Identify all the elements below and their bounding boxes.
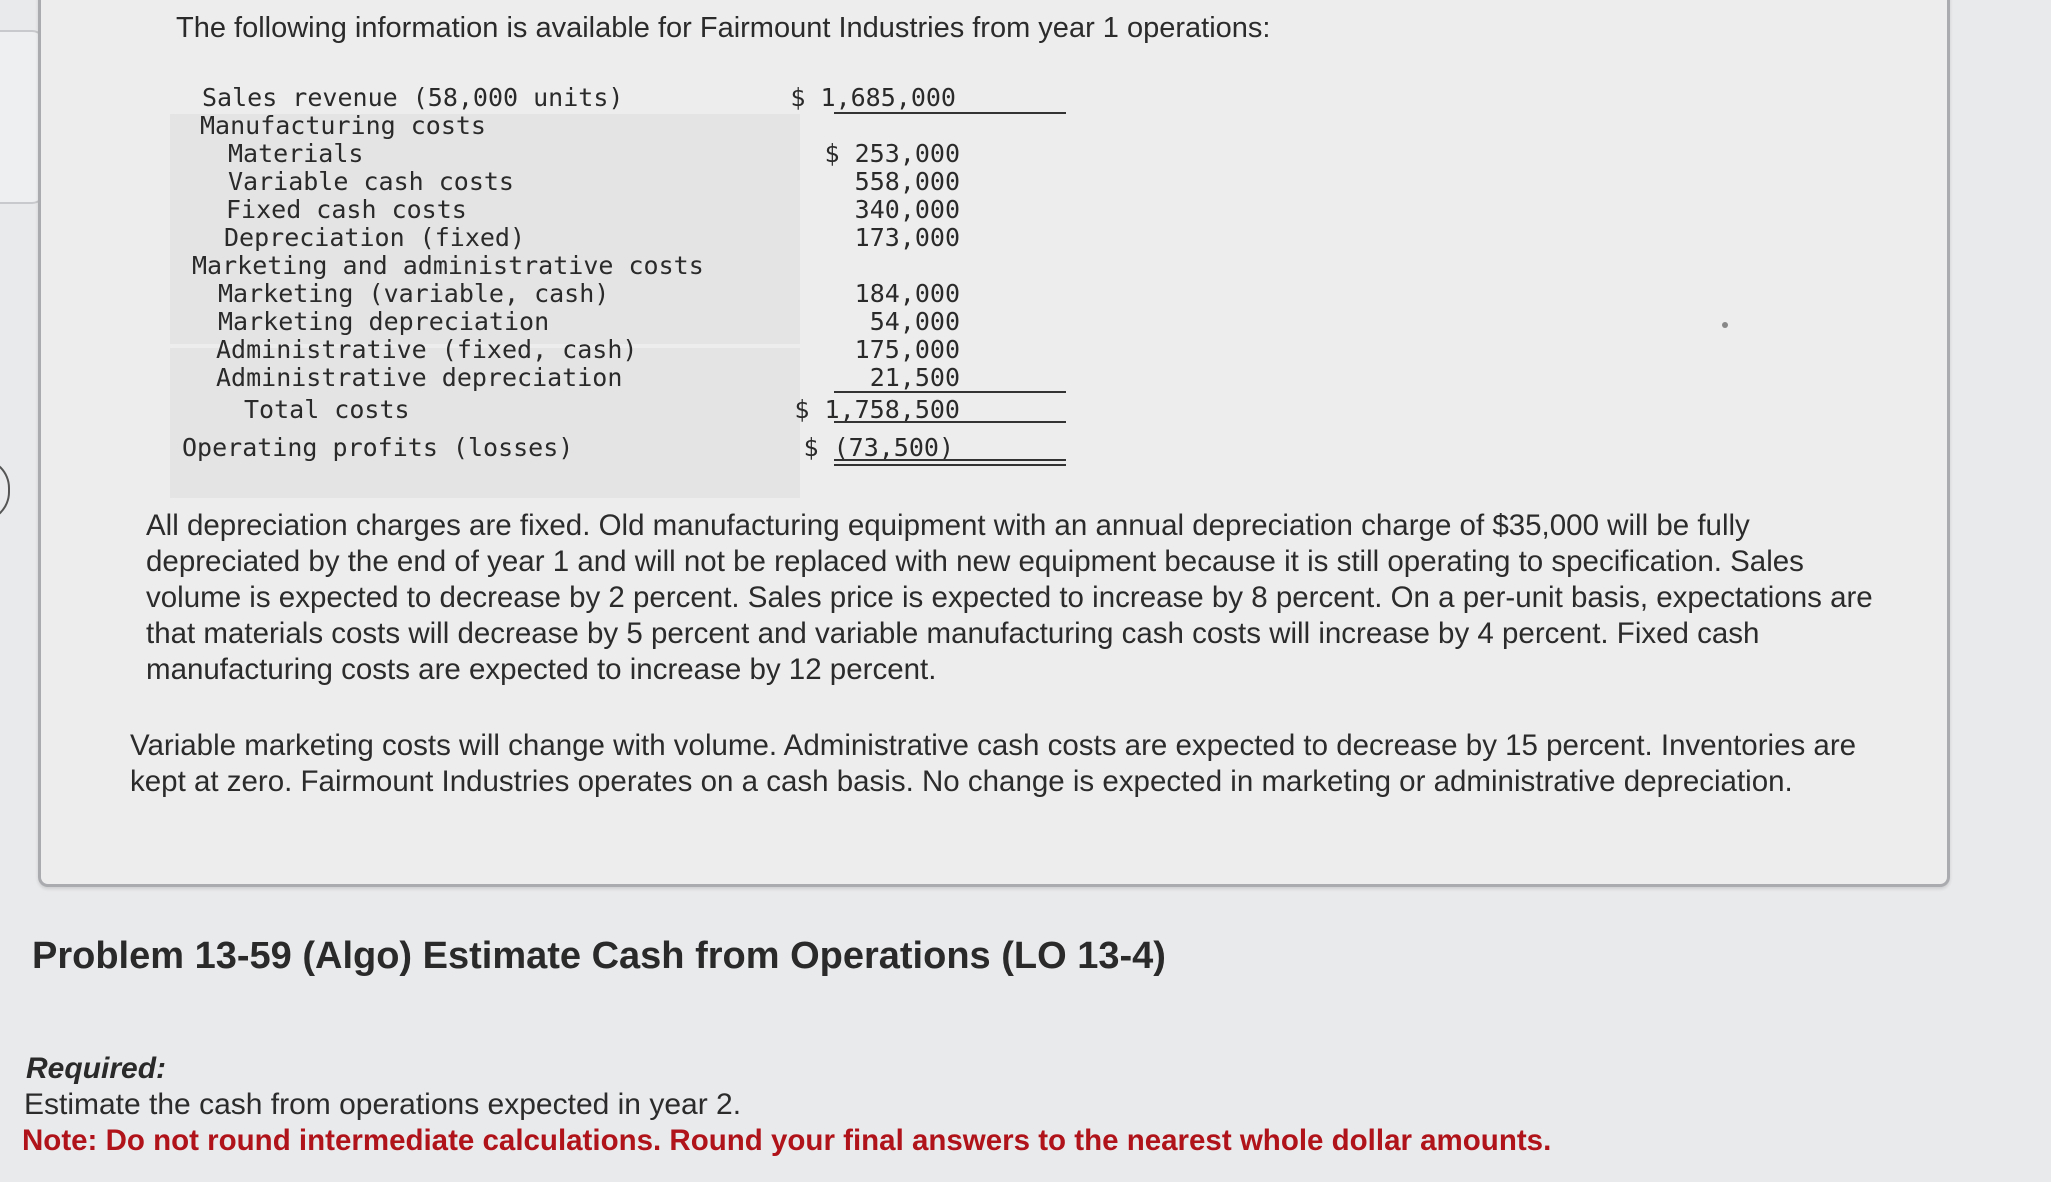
- required-label: Required:: [26, 1052, 167, 1085]
- problem-heading: Problem 13-59 (Algo) Estimate Cash from Operations (LO 13-4): [32, 935, 1166, 977]
- row-value: 184,000: [854, 279, 960, 308]
- double-rule-top: [834, 459, 1066, 461]
- row-value: $ 1,685,000: [790, 83, 956, 112]
- row-label: Marketing (variable, cash): [218, 279, 610, 308]
- row-label: Operating profits (losses): [182, 433, 574, 462]
- required-text: Estimate the cash from operations expected in year 2.: [24, 1088, 742, 1121]
- rule-under-sales: [834, 112, 1066, 114]
- row-value: 175,000: [854, 335, 960, 364]
- table-row: [170, 168, 1080, 196]
- intro-text: The following information is available for Fairmount Industries from year 1 operations:: [176, 12, 1271, 44]
- row-label: Materials: [228, 139, 364, 168]
- table-row: [170, 112, 1080, 140]
- row-value: $ (73,500): [803, 433, 954, 462]
- double-rule-bottom: [834, 464, 1066, 466]
- table-row: [170, 196, 1080, 224]
- row-value: 54,000: [869, 307, 960, 336]
- row-label: Marketing depreciation: [218, 307, 550, 336]
- row-label: Administrative depreciation: [216, 363, 623, 392]
- table-row: [170, 140, 1080, 168]
- table-row: [170, 252, 1080, 280]
- rule-under-total: [834, 421, 1066, 423]
- row-value: 340,000: [854, 195, 960, 224]
- table-row: [170, 224, 1080, 252]
- row-label: Administrative (fixed, cash): [216, 335, 638, 364]
- table-row: [170, 308, 1080, 336]
- row-label: Depreciation (fixed): [224, 223, 526, 252]
- rule-above-total: [834, 391, 1066, 393]
- row-label: Marketing and administrative costs: [192, 251, 704, 280]
- table-row: [170, 364, 1080, 392]
- rounding-note: Note: Do not round intermediate calculations. Round your final answers to the nearest whole dollar amounts.: [22, 1124, 1552, 1157]
- row-label: Manufacturing costs: [200, 111, 486, 140]
- table-row: [170, 434, 1080, 462]
- row-value: $ 1,758,500: [794, 395, 960, 424]
- assumptions-paragraph-2: Variable marketing costs will change with volume. Administrative cash costs are expected to decrease by 15 percent. Inventories are kept at zero. Fairmount Industries operates on a cash basis. No change is expected in marketing or administrative depreciation.: [130, 729, 1857, 798]
- table-row: [170, 280, 1080, 308]
- decorative-dot: [1722, 322, 1728, 328]
- table-row: [170, 84, 1080, 112]
- row-value: 558,000: [854, 167, 960, 196]
- row-value: 21,500: [869, 363, 960, 392]
- row-label: Sales revenue (58,000 units): [202, 83, 624, 112]
- row-label: Fixed cash costs: [226, 195, 467, 224]
- row-value: 173,000: [854, 223, 960, 252]
- income-statement-table: [170, 84, 1080, 462]
- row-value: $ 253,000: [824, 139, 960, 168]
- assumptions-paragraph-1: All depreciation charges are fixed. Old manufacturing equipment with an annual depreciation charge of $35,000 will be fully depreciated by the end of year 1 and will not be replaced with new equipment because it is still operating to specification. Sales volume is expected to decrease by 2 percent. Sales price is expected to increase by 8 percent. On a per-unit basis, expectations are that materials costs will decrease by 5 percent and variable manufacturing cash costs will increase by 4 percent. Fixed cash manufacturing costs are expected to increase by 12 percent.: [146, 509, 1873, 686]
- row-label: Total costs: [244, 395, 410, 424]
- table-row: [170, 396, 1080, 424]
- table-row: [170, 336, 1080, 364]
- row-label: Variable cash costs: [228, 167, 514, 196]
- side-arc: [0, 458, 10, 522]
